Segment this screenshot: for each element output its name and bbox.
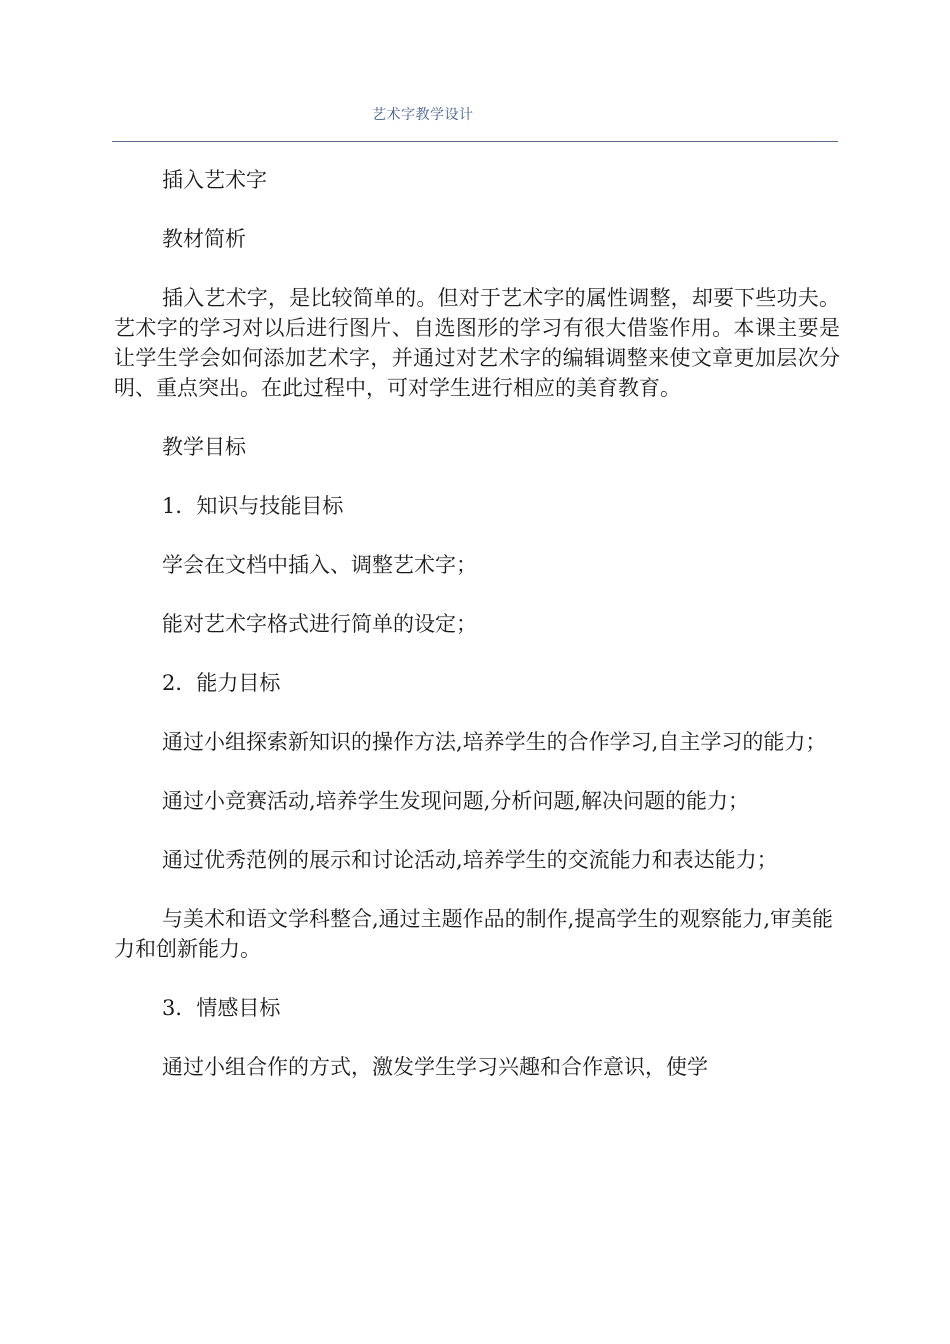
paragraph-ability-2: 通过小竞赛活动,培养学生发现问题,分析问题,解决问题的能力； — [162, 789, 750, 813]
heading-emotional-goals: 3．情感目标 — [162, 996, 281, 1020]
section-title: 插入艺术字 — [162, 168, 267, 192]
paragraph-ability-4: 与美术和语文学科整合,通过主题作品的制作,提高学生的观察能力,审美能力和创新能力。 — [114, 907, 834, 961]
paragraph-emotional-1: 通过小组合作的方式，激发学生学习兴趣和合作意识，使学 — [162, 1055, 708, 1079]
header-divider — [112, 141, 838, 142]
paragraph-knowledge-2: 能对艺术字格式进行简单的设定； — [162, 612, 477, 636]
heading-textbook-analysis: 教材简析 — [162, 227, 246, 251]
paragraph-knowledge-1: 学会在文档中插入、调整艺术字； — [162, 553, 477, 577]
heading-teaching-goals: 教学目标 — [162, 435, 246, 459]
paragraph-ability-1: 通过小组探索新知识的操作方法,培养学生的合作学习,自主学习的能力； — [162, 730, 827, 754]
paragraph-ability-3: 通过优秀范例的展示和讨论活动,培养学生的交流能力和表达能力； — [162, 848, 778, 872]
heading-knowledge-goals: 1．知识与技能目标 — [162, 494, 344, 518]
page-header-title: 艺术字教学设计 — [372, 107, 474, 123]
heading-ability-goals: 2．能力目标 — [162, 671, 281, 695]
document-body — [114, 155, 840, 1082]
paragraph-analysis: 插入艺术字，是比较简单的。但对于艺术字的属性调整，却要下些功夫。艺术字的学习对以后进行图片、自选图形的学习有很大借鉴作用。本课主要是让学生学会如何添加艺术字，并通过对艺术字的编辑调整来使文章更加层次分明、重点突出。在此过程中，可对学生进行相应的美育教育。 — [114, 286, 840, 400]
